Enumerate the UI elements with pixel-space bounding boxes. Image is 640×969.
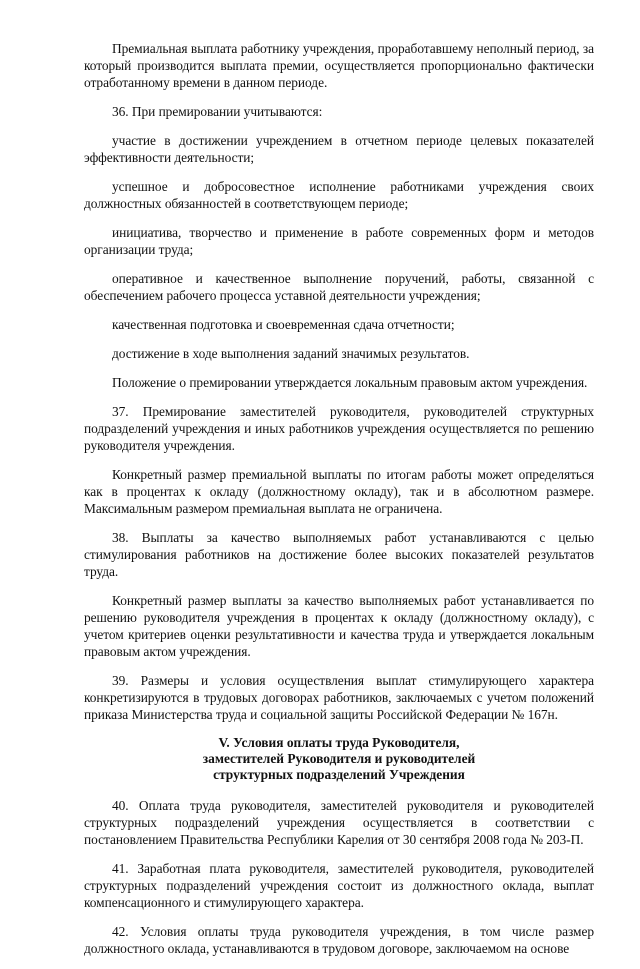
section-v-title xyxy=(84,735,594,783)
list-item-initiative: инициатива, творчество и применение в работе современных форм и методов организации труда; xyxy=(84,225,594,257)
section-title-line-2: заместителей Руководителя и руководителей xyxy=(202,751,476,766)
list-item-duties: успешное и добросовестное исполнение работниками учреждения своих должностных обязанностей в соответствующем периоде; xyxy=(84,179,594,211)
paragraph-bonus-amount: Конкретный размер премиальной выплаты по итогам работы может определяться как в процентах к окладу (должностному окладу), так и в абсолютном размере. Максимальным размером премиальная выплата не ограничена. xyxy=(84,467,594,516)
paragraph-quality-payment: Конкретный размер выплаты за качество выполняемых работ устанавливается по решению руководителя учреждения в процентах к окладу (должностному окладу), с учетом критериев оценки результативности и качества труда и утверждается локальным правовым актом учреждения. xyxy=(84,593,594,659)
paragraph-36-heading: 36. При премировании учитываются: xyxy=(112,104,323,119)
paragraph-37: 37. Премирование заместителей руководителя, руководителей структурных подразделений учреждения и иных работников учреждения осуществляется по решению руководителя учреждения. xyxy=(84,404,594,453)
document-page xyxy=(84,40,594,969)
paragraph-41: 41. Заработная плата руководителя, заместителей руководителя, руководителей структурных подразделений учреждения состоит из должностного оклада, выплат компенсационного и стимулирующего характера. xyxy=(84,861,594,910)
paragraph-40: 40. Оплата труда руководителя, заместителей руководителя и руководителей структурных подразделений учреждения осуществляется в соответствии с постановлением Правительства Республики Карелия от 30 сентября 2008 года № 203-П. xyxy=(84,798,594,847)
list-item-target-indicators: участие в достижении учреждением в отчетном периоде целевых показателей эффективности деятельности; xyxy=(84,133,594,165)
list-item-results: достижение в ходе выполнения заданий значимых результатов. xyxy=(112,346,470,361)
paragraph-38: 38. Выплаты за качество выполняемых работ устанавливаются с целью стимулирования работников на достижение более высоких показателей результатов труда. xyxy=(84,530,594,579)
paragraph-42: 42. Условия оплаты труда руководителя учреждения, в том числе размер должностного оклада, устанавливаются в трудовом договоре, заключаемом на основе xyxy=(84,924,594,956)
paragraph-39: 39. Размеры и условия осуществления выплат стимулирующего характера конкретизируются в трудовых договорах работников, заключаемых с учетом положений приказа Министерства труда и социальной защиты Российской Федерации № 167н. xyxy=(84,673,594,722)
paragraph-prorated-bonus: Премиальная выплата работнику учреждения, проработавшему неполный период, за который производится выплата премии, осуществляется пропорционально фактически отработанному времени в данном периоде. xyxy=(84,41,594,90)
list-item-reporting: качественная подготовка и своевременная сдача отчетности; xyxy=(112,317,455,332)
list-item-assignments: оперативное и качественное выполнение поручений, работы, связанной с обеспечением рабочего процесса уставной деятельности учреждения; xyxy=(84,271,594,303)
paragraph-bonus-regulation: Положение о премировании утверждается локальным правовым актом учреждения. xyxy=(112,375,588,390)
section-title-line-3: структурных подразделений Учреждения xyxy=(213,767,465,782)
section-title-line-1: V. Условия оплаты труда Руководителя, xyxy=(218,735,460,750)
